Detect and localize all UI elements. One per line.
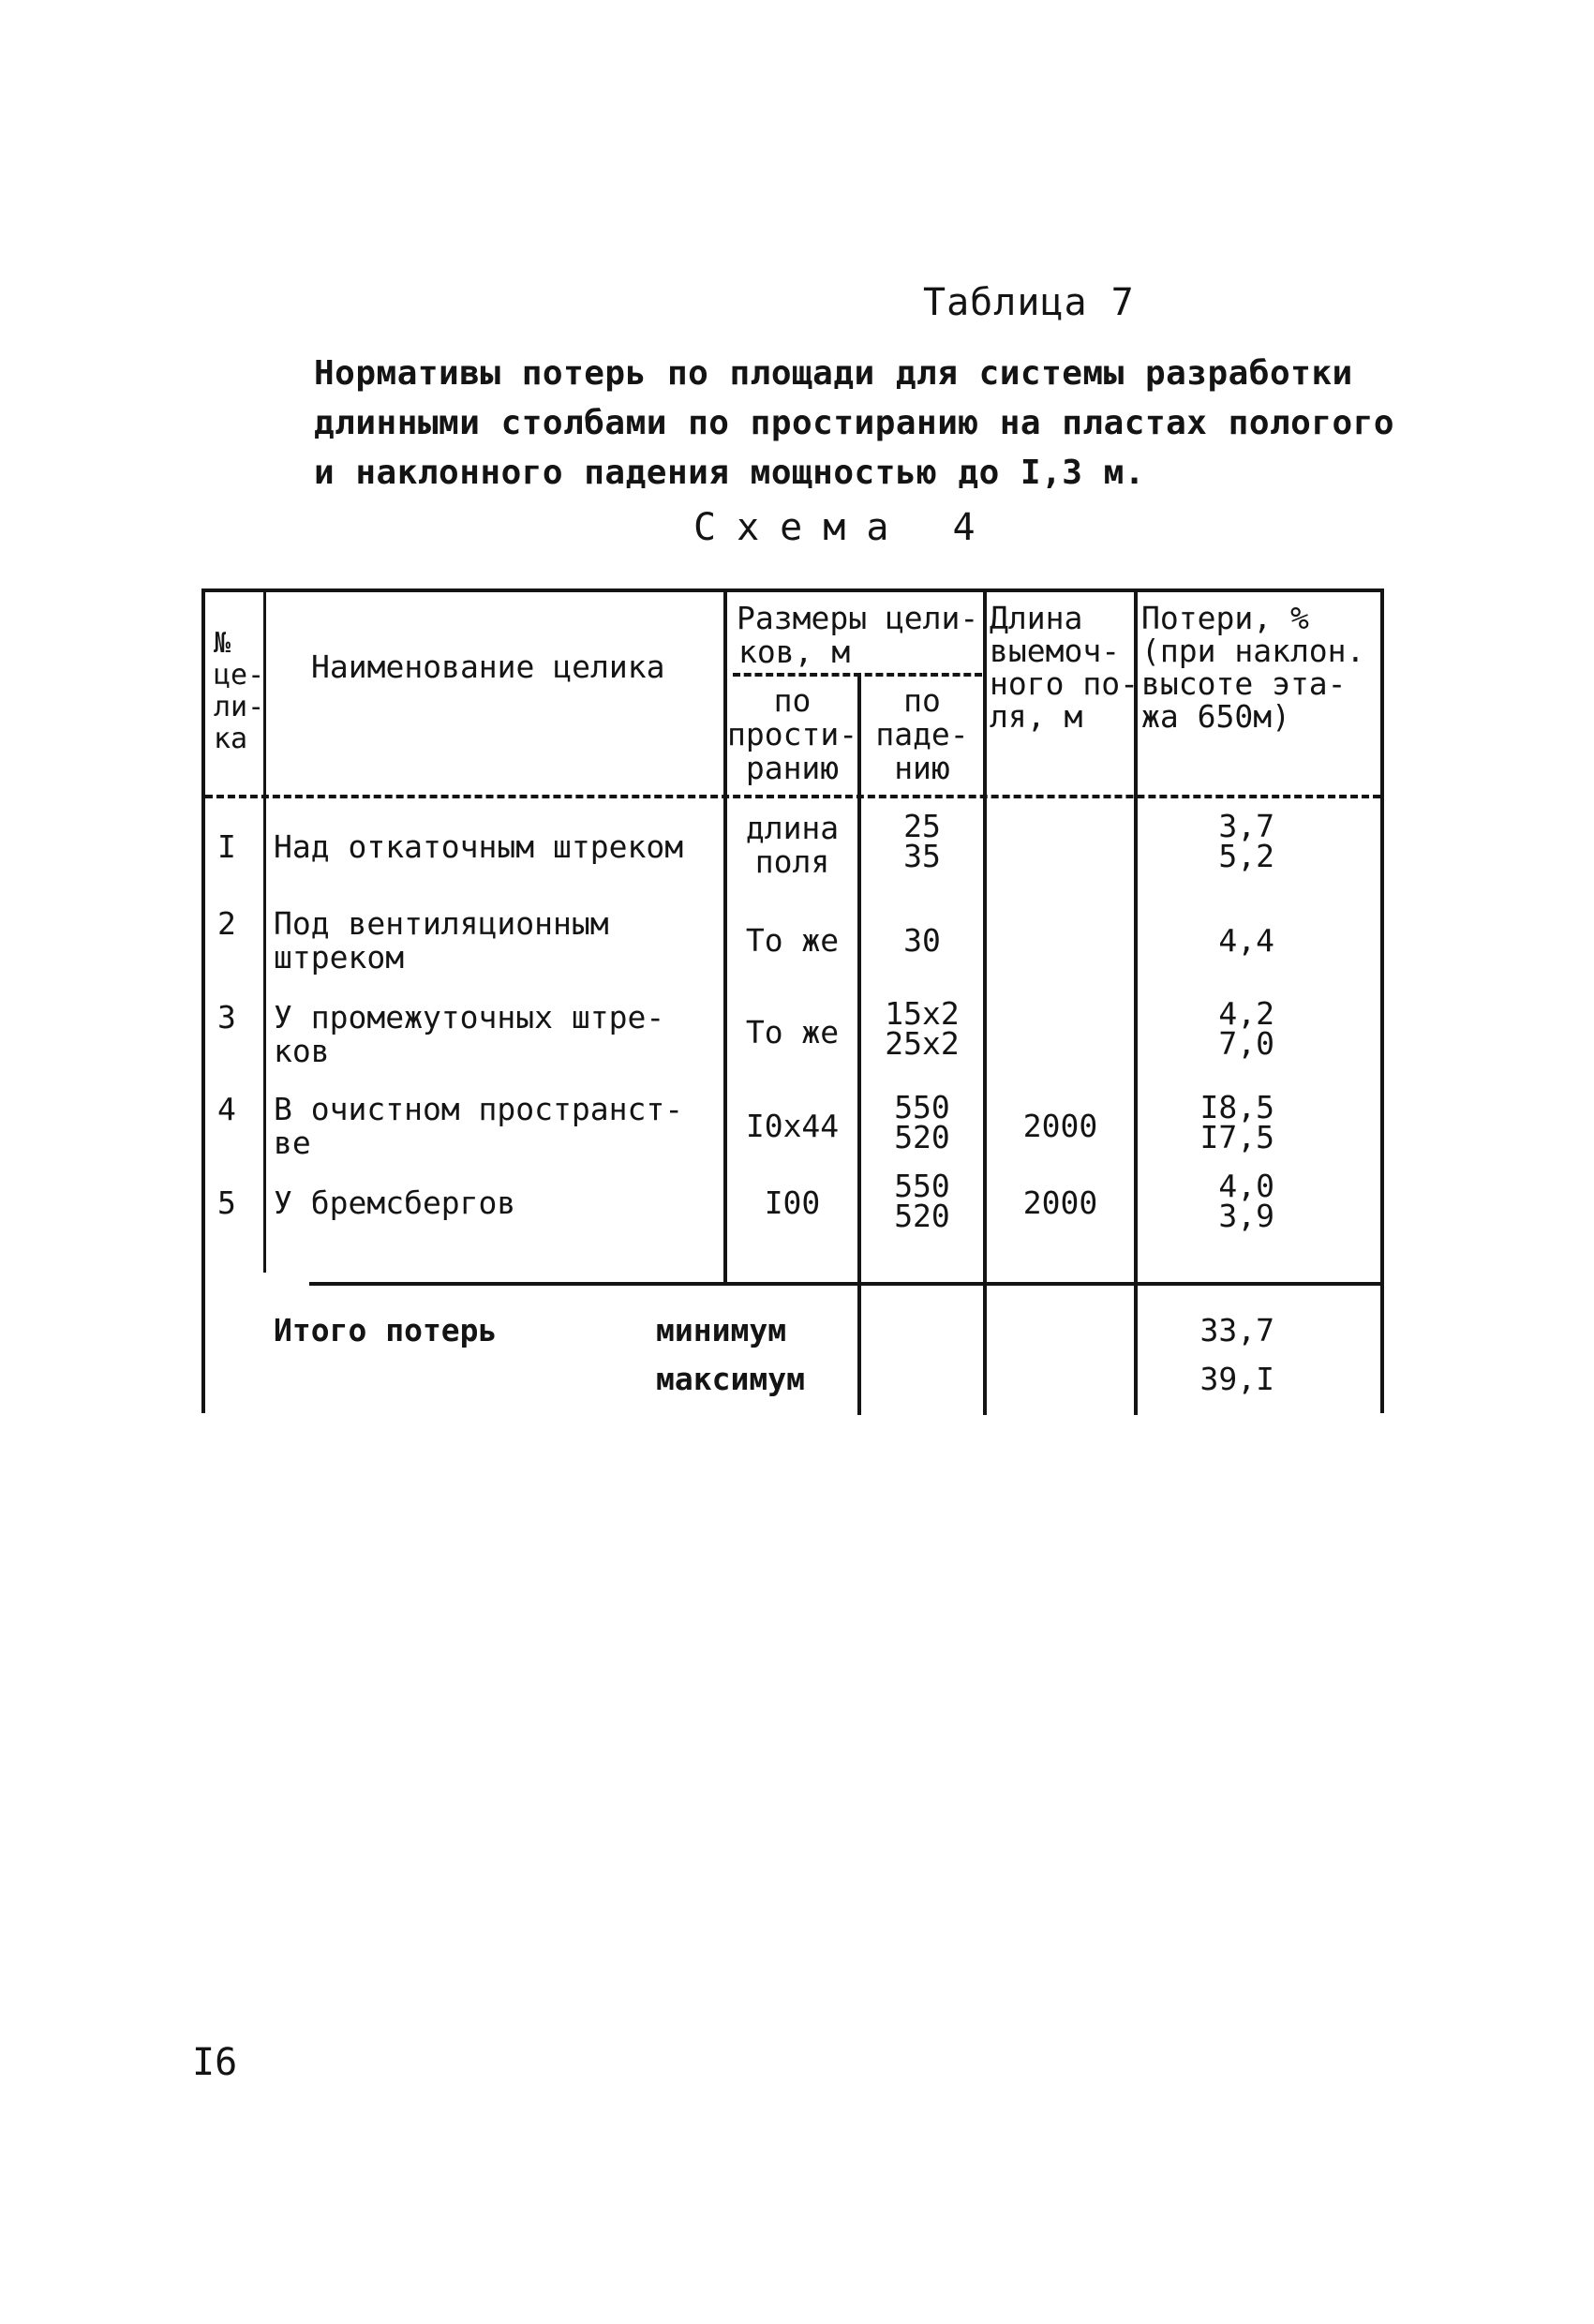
header-subdivider xyxy=(733,673,982,677)
row-num: I xyxy=(217,828,236,865)
row-length: 2000 xyxy=(1022,1184,1098,1221)
header-separator xyxy=(205,795,1380,798)
table-border-left xyxy=(201,588,205,1413)
total-max-label: максимум xyxy=(656,1361,805,1397)
row-loss: I8,5 I7,5 xyxy=(1199,1089,1274,1155)
header-length: Длина выемоч- ного по- ля, м xyxy=(990,600,1139,735)
header-strike: по прости- ранию xyxy=(727,682,858,786)
row-dip: 550 520 xyxy=(894,1168,950,1234)
row-loss: 4,4 xyxy=(1218,922,1274,959)
total-label: Итого потерь xyxy=(274,1312,498,1348)
caption-line: длинными столбами по простиранию на пластах пологого xyxy=(314,404,1395,442)
scheme-label: Схема 4 xyxy=(693,506,996,549)
row-strike: То же xyxy=(745,1014,840,1050)
totals-separator xyxy=(309,1282,1380,1286)
row-num: 2 xyxy=(217,905,236,942)
row-dip: 15х2 25х2 xyxy=(885,995,960,1062)
header-name: Наименование целика xyxy=(311,648,665,685)
table-number: Таблица 7 xyxy=(923,281,1135,324)
row-name: У промежуточных штре- ков xyxy=(274,999,665,1069)
table-border-right xyxy=(1380,588,1384,1413)
row-num: 5 xyxy=(217,1184,236,1221)
row-num: 3 xyxy=(217,999,236,1035)
row-num: 4 xyxy=(217,1091,236,1127)
header-sizes: Размеры цели- ков, м xyxy=(737,600,979,670)
header-dip: по паде- нию xyxy=(875,682,969,786)
row-dip: 550 520 xyxy=(894,1089,950,1155)
row-dip: 25 35 xyxy=(903,808,941,874)
row-name: В очистном пространст- ве xyxy=(274,1091,684,1161)
row-loss: 4,2 7,0 xyxy=(1218,995,1274,1062)
row-name: Над откаточным штреком xyxy=(274,828,684,865)
row-loss: 4,0 3,9 xyxy=(1218,1168,1274,1234)
row-name: У бремсбергов xyxy=(274,1184,516,1221)
table-caption xyxy=(314,349,1394,498)
total-min-value: 33,7 xyxy=(1199,1312,1274,1348)
row-strike: длина поля xyxy=(745,810,840,880)
table-border-top xyxy=(201,588,1384,592)
row-strike: То же xyxy=(745,922,840,959)
row-strike: I0х44 xyxy=(745,1108,840,1144)
page-number: I6 xyxy=(192,2041,238,2084)
row-loss: 3,7 5,2 xyxy=(1218,808,1274,874)
caption-line: и наклонного падения мощностью до I,3 м. xyxy=(314,454,1145,492)
row-dip: 30 xyxy=(903,922,941,959)
row-name: Под вентиляционным штреком xyxy=(274,905,609,976)
header-num: № це- ли- ка xyxy=(214,627,265,755)
total-max-value: 39,I xyxy=(1199,1361,1274,1397)
col-divider xyxy=(983,592,987,1415)
total-min-label: минимум xyxy=(656,1312,787,1348)
header-losses: Потери, % (при наклон. высоте эта- жа 650м) xyxy=(1141,600,1365,735)
caption-line: Нормативы потерь по площади для системы разработки xyxy=(314,354,1353,393)
row-length: 2000 xyxy=(1022,1108,1098,1144)
row-strike: I00 xyxy=(764,1184,821,1221)
